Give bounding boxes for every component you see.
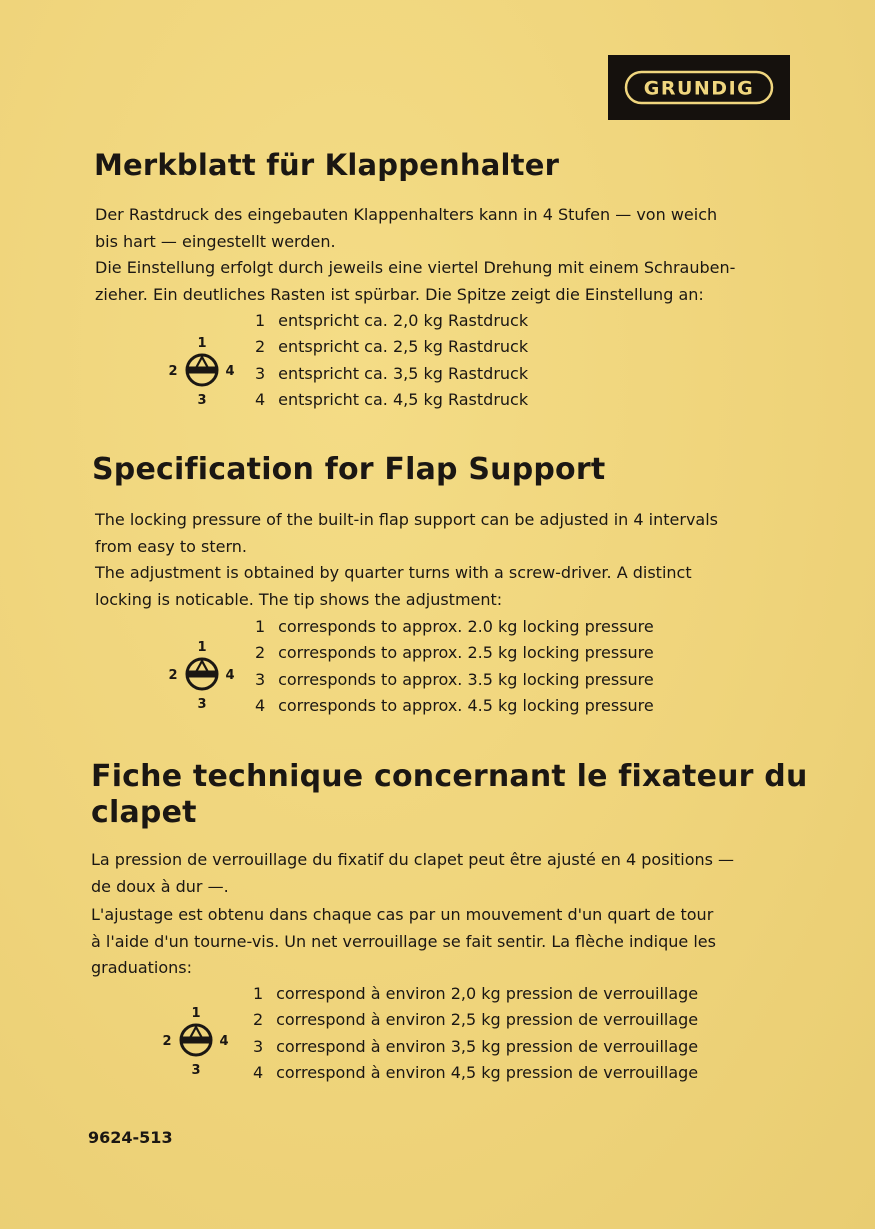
text-line: locking is noticable. The tip shows the adjustment: (95, 589, 503, 609)
text-line: from easy to stern. (95, 536, 247, 556)
text-line: bis hart — eingestellt werden. (95, 231, 336, 251)
text-line: Die Einstellung erfolgt durch jeweils eine viertel Drehung mit einem Schrauben- (95, 258, 736, 277)
dial-label-right: 4 (225, 668, 235, 683)
item-number: 2 (255, 643, 266, 663)
grundig-logo (608, 55, 790, 120)
text-line: La pression de verrouillage du fixatif du clapet peut être ajusté en 4 positions — (91, 850, 735, 869)
english-paragraph-2 (95, 560, 795, 613)
list-item (255, 614, 654, 640)
dial-label-right: 4 (219, 1034, 229, 1049)
list-item (255, 387, 528, 413)
text-line: graduations: (91, 958, 193, 977)
item-text: correspond à environ 2,5 kg pression de verrouillage (276, 1010, 699, 1030)
list-item (255, 693, 654, 719)
item-number: 3 (255, 363, 266, 383)
adjustment-dial-icon (156, 1002, 236, 1082)
item-number: 1 (255, 617, 266, 636)
english-paragraph-1 (95, 507, 795, 560)
adjustment-dial-icon (162, 636, 242, 716)
section-title-english: Specification for Flap Support (92, 452, 606, 487)
french-paragraph-2 (91, 902, 791, 982)
dial-label-left: 2 (162, 1034, 172, 1049)
document-number: 9624-513 (88, 1128, 173, 1147)
list-item (253, 1007, 698, 1033)
text-line: de doux à dur —. (91, 876, 229, 896)
german-settings-list (255, 308, 528, 413)
text-line: zieher. Ein deutliches Rasten ist spürbar. Die Spitze zeigt die Einstellung an: (95, 284, 704, 304)
dial-label-left: 2 (168, 364, 178, 379)
item-number: 2 (253, 1010, 264, 1030)
item-number: 3 (253, 1036, 264, 1056)
item-text: correspond à environ 3,5 kg pression de verrouillage (276, 1036, 699, 1056)
item-number: 1 (255, 311, 266, 330)
item-text: correspond à environ 2,0 kg pression de verrouillage (276, 984, 699, 1003)
dial-label-left: 2 (168, 668, 178, 683)
adjustment-dial-icon (162, 332, 242, 412)
item-text: corresponds to approx. 4.5 kg locking pressure (278, 695, 654, 715)
dial-label-top: 1 (191, 1006, 201, 1021)
text-line: à l'aide d'un tourne-vis. Un net verrouillage se fait sentir. La flèche indique les (91, 931, 716, 951)
text-line: Der Rastdruck des eingebauten Klappenhalters kann in 4 Stufen — von weich (95, 205, 718, 224)
list-item (253, 1034, 698, 1060)
german-paragraph-1 (95, 202, 795, 255)
list-item (255, 334, 528, 360)
item-text: correspond à environ 4,5 kg pression de verrouillage (276, 1062, 699, 1082)
list-item (253, 981, 698, 1007)
item-text: corresponds to approx. 3.5 kg locking pressure (278, 669, 654, 689)
english-settings-list (255, 614, 654, 719)
dial-label-right: 4 (225, 364, 235, 379)
item-text: entspricht ca. 2,5 kg Rastdruck (278, 337, 529, 357)
list-item (255, 640, 654, 666)
item-number: 4 (255, 695, 266, 715)
text-line: The locking pressure of the built-in flap support can be adjusted in 4 intervals (95, 510, 718, 529)
french-settings-list (253, 981, 698, 1086)
item-number: 4 (253, 1062, 264, 1082)
logo-text: GRUNDIG (643, 77, 755, 100)
text-line: The adjustment is obtained by quarter turns with a screw-driver. A distinct (95, 563, 692, 582)
list-item (255, 308, 528, 334)
item-number: 3 (255, 669, 266, 689)
item-number: 1 (253, 984, 264, 1003)
item-text: entspricht ca. 3,5 kg Rastdruck (278, 363, 529, 383)
list-item (253, 1060, 698, 1086)
item-number: 2 (255, 337, 266, 357)
item-text: entspricht ca. 2,0 kg Rastdruck (278, 311, 529, 330)
section-title-german: Merkblatt für Klappenhalter (94, 148, 560, 182)
item-text: entspricht ca. 4,5 kg Rastdruck (278, 389, 529, 409)
french-paragraph-1 (91, 847, 791, 900)
section-title-french: Fiche technique concernant le fixateur du clapet (91, 759, 808, 830)
dial-label-bottom: 3 (197, 393, 207, 408)
text-line: L'ajustage est obtenu dans chaque cas par un mouvement d'un quart de tour (91, 905, 714, 924)
dial-label-top: 1 (197, 640, 207, 655)
german-paragraph-2 (95, 255, 795, 308)
list-item (255, 361, 528, 387)
item-number: 4 (255, 389, 266, 409)
item-text: corresponds to approx. 2.0 kg locking pressure (278, 617, 654, 636)
dial-label-bottom: 3 (197, 697, 207, 712)
item-text: corresponds to approx. 2.5 kg locking pressure (278, 643, 654, 663)
dial-label-top: 1 (197, 336, 207, 351)
dial-label-bottom: 3 (191, 1063, 201, 1078)
list-item (255, 667, 654, 693)
